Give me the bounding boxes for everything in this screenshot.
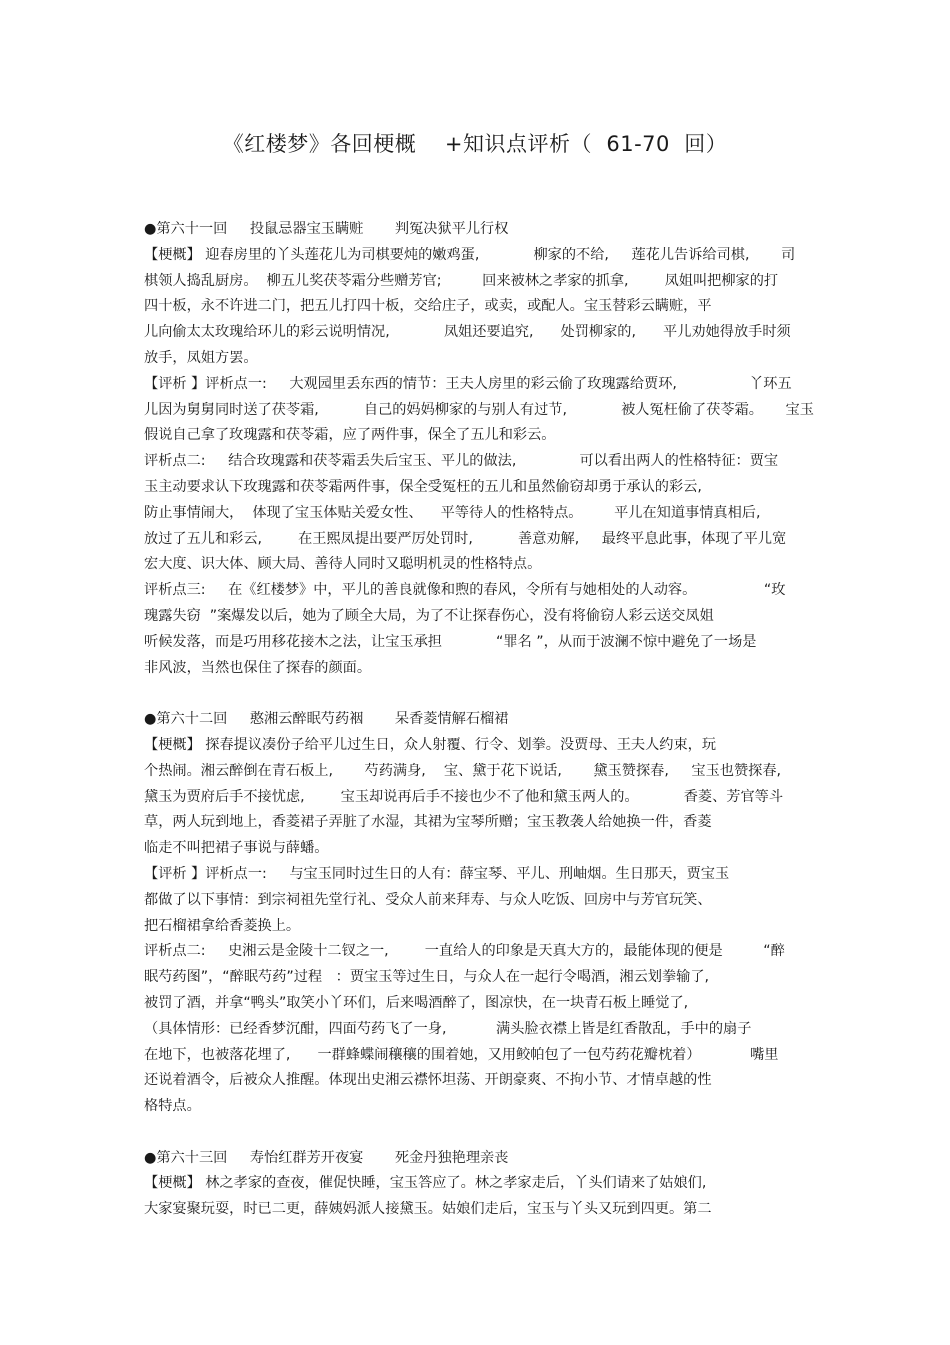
text-line: 评析点二: 史湘云是金陵十二钗之一, 一直给人的印象是天真大方的，最能体现的便是 “醉 xyxy=(144,943,785,960)
chapter-section xyxy=(144,217,814,681)
text-line: 个热闹。湘云醉倒在青石板上, 芍药满身, 宝、黛于花下说话, 黛玉赞探春, 宝玉也赞探春, xyxy=(144,762,782,779)
text-line: 眠芍药图”，“醉眠芍药”过程 ：贾宝玉等过生日，与众人在一起行令喝酒，湘云划拳输了, xyxy=(144,969,710,986)
text-line: 放过了五儿和彩云, 在王熙凤提出要严厉处罚时, 善意劝解, 最终平息此事，体现了平儿宽 xyxy=(144,530,787,547)
text-line: 棋领人捣乱厨房。 柳五儿奖茯苓霜分些赠芳官; 回来被林之孝家的抓拿, 凤姐叫把柳家的打 xyxy=(144,272,779,289)
text-line: 瑰露失窃 ”案爆发以后，她为了顾全大局，为了不让探春伤心，没有将偷窃人彩云送交凤姐 xyxy=(144,607,714,624)
text-line: 大家宴聚玩耍，时已二更，薛姨妈派人接黛玉。姑娘们走后，宝玉与丫头又玩到四更。第二 xyxy=(144,1201,712,1218)
chapter-section xyxy=(144,707,814,1120)
text-line: 假说自己拿了玫瑰露和茯苓霜，应了两件事，保全了五儿和彩云。 xyxy=(144,427,556,444)
text-line: 【评析 】评析点一: 与宝玉同时过生日的人有：薛宝琴、平儿、刑岫烟。生日那天，贾宝玉 xyxy=(144,865,730,882)
chapter-heading: ●第六十一回 投鼠忌器宝玉瞒赃 判冤决狱平儿行权 xyxy=(144,221,509,237)
text-line: 【梗概】 迎春房里的丫头莲花儿为司棋要炖的嫩鸡蛋, 柳家的不给, 莲花儿告诉给司棋, 司 xyxy=(144,246,796,263)
document-body xyxy=(144,217,814,1223)
document-title: 《红楼梦》各回梗概 +知识点评析（ 61-70 回） xyxy=(222,132,728,156)
section-gap xyxy=(144,681,814,707)
text-line: 儿因为舅舅同时送了茯苓霜, 自己的妈妈柳家的与别人有过节, 被人冤枉偷了茯苓霜。 宝玉 xyxy=(144,401,814,418)
text-line: 在地下，也被落花埋了, 一群蜂蝶闹穰穰的围着她，又用鲛帕包了一包芍药花瓣枕着） 嘴里 xyxy=(144,1046,779,1063)
text-line: 【梗概】 探春提议凑份子给平儿过生日，众人射覆、行令、划拳。没贾母、王夫人约束，玩 xyxy=(144,736,717,753)
chapter-section xyxy=(144,1146,814,1223)
text-line: 玉主动要求认下玫瑰露和茯苓霜两件事，保全受冤枉的五儿和虽然偷窃却勇于承认的彩云, xyxy=(144,478,702,495)
text-line: 放手，凤姐方罢。 xyxy=(144,349,258,366)
text-line: 都做了以下事情：到宗祠祖先堂行礼、受众人前来拜寿、与众人吃饭、回房中与芳官玩笑、 xyxy=(144,891,712,908)
text-line: 【评析 】评析点一: 大观园里丢东西的情节：王夫人房里的彩云偷了玫瑰露给贾环, 丫环五 xyxy=(144,375,792,392)
text-line: 防止事情闹大， 体现了宝玉体贴关爱女性、 平等待人的性格特点。 平儿在知道事情真相后, xyxy=(144,504,761,521)
text-line: 还说着酒令，后被众人推醒。体现出史湘云襟怀坦荡、开朗豪爽、不拘小节、才情卓越的性 xyxy=(144,1072,712,1089)
text-line: 非风波，当然也保住了探春的颜面。 xyxy=(144,659,372,676)
chapter-heading: ●第六十三回 寿怡红群芳开夜宴 死金丹独艳理亲丧 xyxy=(144,1149,509,1166)
text-line: 被罚了酒，并拿“鸭头”取笑小丫环们，后来喝酒醉了，图凉快，在一块青石板上睡觉了, xyxy=(144,994,689,1011)
text-line: 把石榴裙拿给香菱换上。 xyxy=(144,917,301,934)
section-gap xyxy=(144,1120,814,1146)
text-line: 临走不叫把裙子事说与薛蟠。 xyxy=(144,840,329,857)
text-line: 听候发落，而是巧用移花接木之法，让宝玉承担 “罪名 ”，从而于波澜不惊中避免了一场是 xyxy=(144,633,757,650)
text-line: 格特点。 xyxy=(144,1098,201,1115)
text-line: 儿向偷太太玫瑰给环儿的彩云说明情况, 凤姐还要追究, 处罚柳家的, 平儿劝她得放手时须 xyxy=(144,324,791,341)
chapter-heading: ●第六十二回 憨湘云醉眠芍药裀 呆香菱情解石榴裙 xyxy=(144,711,509,728)
text-line: 宏大度、识大体、顾大局、善待人同时又聪明机灵的性格特点。 xyxy=(144,556,542,573)
text-line: 评析点三: 在《红楼梦》中，平儿的善良就像和煦的春风，令所有与她相处的人动容。 “玫 xyxy=(144,582,786,599)
text-line: 四十板，永不许进二门，把五儿打四十板，交给庄子，或卖，或配人。宝玉替彩云瞒赃，平 xyxy=(144,298,712,315)
text-line: 草，两人玩到地上，香菱裙子弄脏了水湿，其裙为宝琴所赠；宝玉教袭人给她换一件，香菱 xyxy=(144,814,712,831)
text-line: 评析点二: 结合玫瑰露和茯苓霜丢失后宝玉、平儿的做法, 可以看出两人的性格特征：贾宝 xyxy=(144,453,779,470)
text-line: （具体情形：已经香梦沉酣，四面芍药飞了一身, 满头脸衣襟上皆是红香散乱，手中的扇子 xyxy=(144,1020,752,1037)
text-line: 【梗概】 林之孝家的查夜，催促快睡，宝玉答应了。林之孝家走后，丫头们请来了姑娘们, xyxy=(144,1175,707,1192)
text-line: 黛玉为贾府后手不接忧虑, 宝玉却说再后手不接也少不了他和黛玉两人的。 香菱、芳官等斗 xyxy=(144,788,784,805)
